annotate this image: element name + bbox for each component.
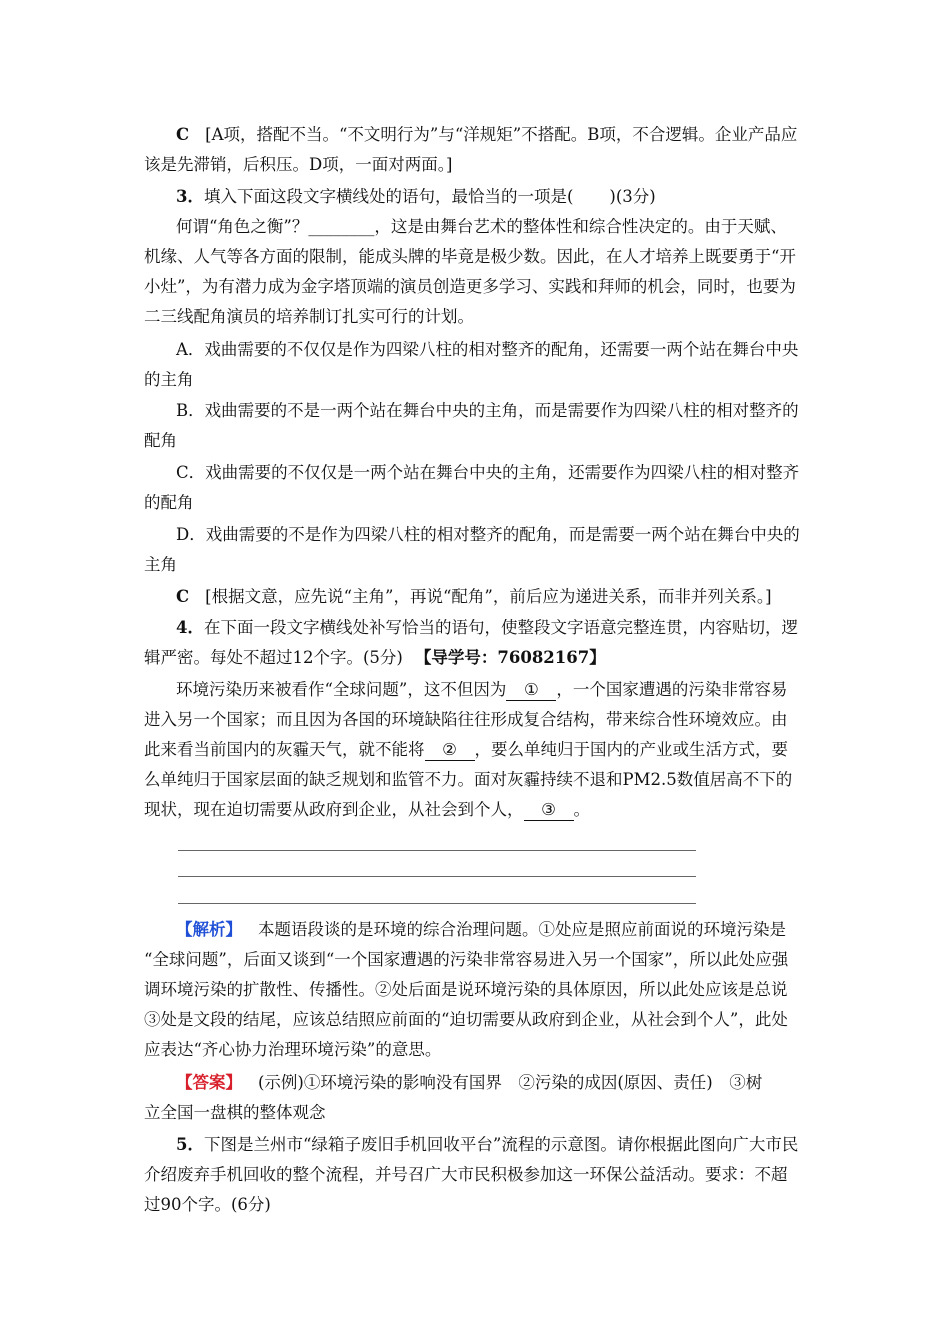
q5-text-1: 下图是兰州市“绿箱子废旧手机回收平台”流程的示意图。请你根据此图向广大市民 bbox=[203, 1135, 799, 1154]
q2-answer-letter: C bbox=[176, 125, 190, 144]
answer-tag: 【答案】 bbox=[176, 1073, 242, 1092]
q4-passage-line-4: 么单纯归于国家层面的缺乏规划和监管不力。面对灰霾持续不退和PM2.5数值居高不下的 bbox=[144, 770, 793, 789]
q3-option-a-cont: 的主角 bbox=[144, 370, 194, 389]
q3-stem-b: )(3分) bbox=[609, 187, 656, 206]
q4-guide-code: 【导学号：76082167】 bbox=[414, 648, 606, 667]
analysis-tag: 【解析】 bbox=[176, 920, 242, 939]
q4-passage-line-5 bbox=[144, 795, 808, 825]
answer-line-3 bbox=[178, 903, 696, 904]
q5-line-3: 过90个字。(6分) bbox=[144, 1195, 271, 1214]
q4-passage-3a: 此来看当前国内的灰霾天气，就不能将 bbox=[144, 740, 425, 759]
q4-blank-2: ② bbox=[425, 740, 475, 761]
answer-line bbox=[176, 1068, 840, 1098]
q3-answer-text: [根据文意，应先说“主角”，再说“配角”，前后应为递进关系，而非并列关系。] bbox=[205, 587, 772, 606]
q5-line-2: 介绍废弃手机回收的整个流程，并号召广大市民积极参加这一环保公益活动。要求：不超 bbox=[144, 1165, 788, 1184]
q3-option-b: B．戏曲需要的不是一两个站在舞台中央的主角，而是需要作为四梁八柱的相对整齐的 bbox=[176, 401, 799, 420]
q4-passage-line-1 bbox=[176, 675, 840, 705]
q3-option-b-cont: 配角 bbox=[144, 431, 177, 450]
analysis-text-1: 本题语段谈的是环境的综合治理问题。①处应是照应前面说的环境污染是 bbox=[258, 920, 786, 939]
q3-passage-line-2: 机缘、人气等各方面的限制，能成头牌的毕竟是极少数。因此，在人才培养上既要勇于“开 bbox=[144, 247, 796, 266]
q4-passage-5b: 。 bbox=[573, 800, 590, 819]
q4-blank-3: ③ bbox=[524, 800, 574, 821]
q4-passage-1a: 环境污染历来被看作“全球问题”，这不但因为 bbox=[176, 680, 507, 699]
q2-answer-line-2: 该是先滞销，后积压。D项，一面对两面。] bbox=[144, 155, 453, 174]
q4-passage-1b: ，一个国家遭遇的污染非常容易 bbox=[556, 680, 788, 699]
q4-number: 4． bbox=[176, 618, 204, 637]
q3-stem-a: 填入下面这段文字横线处的语句，最恰当的一项是( bbox=[203, 187, 574, 206]
q4-passage-line-3 bbox=[144, 735, 808, 765]
q4-passage-3b: ，要么单纯归于国内的产业或生活方式，要 bbox=[474, 740, 788, 759]
q3-number: 3． bbox=[176, 187, 204, 206]
q3-passage-line-4: 二三线配角演员的培养制订扎实可行的计划。 bbox=[144, 307, 474, 326]
q4-passage-line-2: 进入另一个国家；而且因为各国的环境缺陷往往形成复合结构，带来综合性环境效应。由 bbox=[144, 710, 788, 729]
q4-blank-1: ① bbox=[506, 680, 556, 701]
answer-text-1: (示例)①环境污染的影响没有国界 ②污染的成因(原因、责任) ③树 bbox=[258, 1073, 763, 1092]
q3-option-c: C．戏曲需要的不仅仅是一两个站在舞台中央的主角，还需要作为四梁八柱的相对整齐 bbox=[176, 463, 800, 482]
q3-option-d: D．戏曲需要的不是作为四梁八柱的相对整齐的配角，而是需要一两个站在舞台中央的 bbox=[176, 525, 800, 544]
q3-option-a: A．戏曲需要的不仅仅是作为四梁八柱的相对整齐的配角，还需要一两个站在舞台中央 bbox=[176, 340, 799, 359]
q3-option-d-cont: 主角 bbox=[144, 555, 177, 574]
q3-blank: ________ bbox=[308, 217, 375, 236]
answer-line-2 bbox=[178, 876, 696, 877]
q3-passage-line-1 bbox=[176, 212, 840, 242]
analysis-line-1 bbox=[176, 915, 840, 945]
analysis-line-5: 应表达“齐心协力治理环境污染”的意思。 bbox=[144, 1040, 442, 1059]
analysis-line-2: “全球问题”，后面又谈到“一个国家遭遇的污染非常容易进入另一个国家”，所以此处应强 bbox=[144, 950, 789, 969]
analysis-line-4: ③处是文段的结尾，应该总结照应前面的“迫切需要从政府到企业，从社会到个人”，此处 bbox=[144, 1010, 788, 1029]
answer-line-cont: 立全国一盘棋的整体观念 bbox=[144, 1103, 326, 1122]
q3-answer-letter: C bbox=[176, 587, 190, 606]
q4-stem-2: 辑严密。每处不超过12个字。(5分) bbox=[144, 648, 403, 667]
q5-line-1 bbox=[176, 1130, 840, 1160]
q3-answer bbox=[176, 582, 840, 612]
q3-passage-1b: ，这是由舞台艺术的整体性和综合性决定的。由于天赋、 bbox=[374, 217, 787, 236]
q3-passage-line-3: 小灶”，为有潜力成为金字塔顶端的演员创造更多学习、实践和拜师的机会，同时，也要为 bbox=[144, 277, 796, 296]
q4-passage-5a: 现状，现在迫切需要从政府到企业，从社会到个人， bbox=[144, 800, 524, 819]
q5-number: 5． bbox=[176, 1135, 204, 1154]
analysis-line-3: 调环境污染的扩散性、传播性。②处后面是说环境污染的具体原因，所以此处应该是总说 bbox=[144, 980, 788, 999]
q4-stem-line-1 bbox=[176, 613, 840, 643]
q2-answer-text: [A项，搭配不当。“不文明行为”与“洋规矩”不搭配。B项，不合逻辑。企业产品应 bbox=[205, 125, 798, 144]
q3-passage-1a: 何谓“角色之衡”？ bbox=[176, 217, 309, 236]
answer-line-1 bbox=[178, 850, 696, 851]
q4-stem-1: 在下面一段文字横线处补写恰当的语句，使整段文字语意完整连贯，内容贴切，逻 bbox=[203, 618, 798, 637]
q3-option-c-cont: 的配角 bbox=[144, 493, 194, 512]
q4-stem-line-2 bbox=[144, 643, 808, 673]
q2-answer-line-1 bbox=[176, 120, 840, 150]
q3-stem bbox=[176, 182, 840, 212]
